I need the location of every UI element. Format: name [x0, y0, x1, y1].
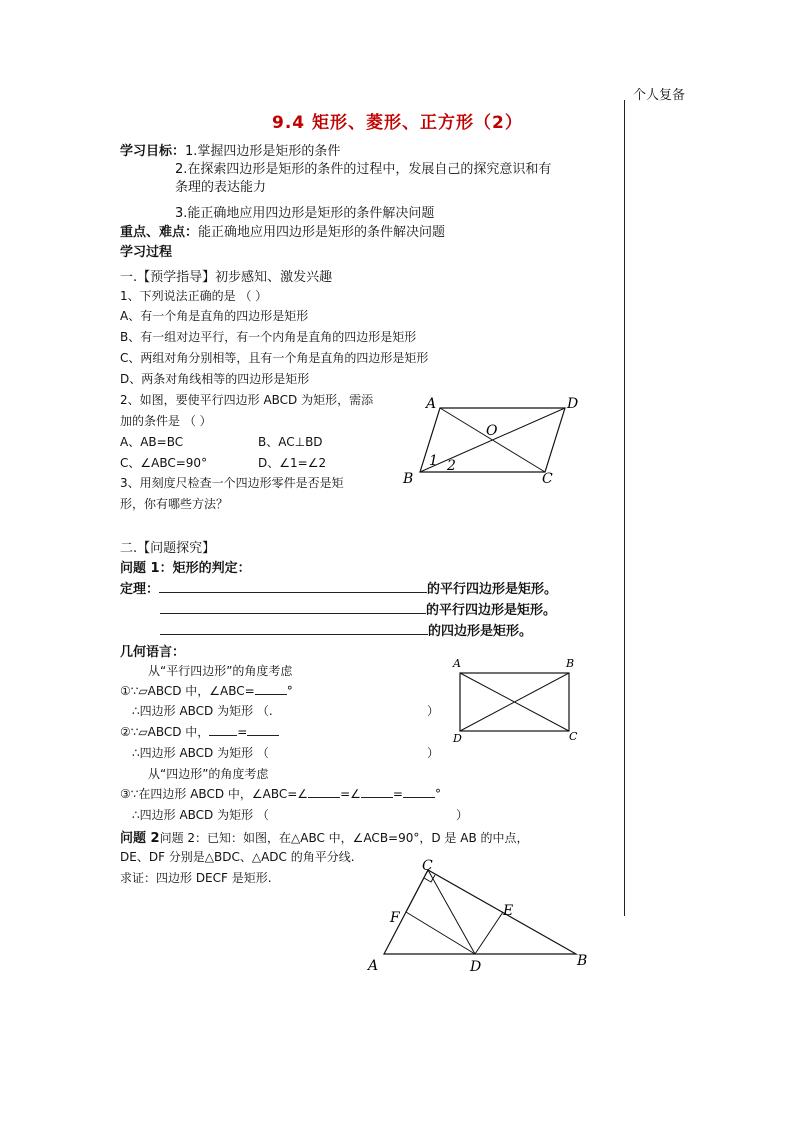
angle-1-label: 1: [429, 453, 438, 469]
vertex-c-label: C: [542, 471, 553, 487]
theorem-line1: [120, 578, 557, 597]
triangle-figure: [362, 858, 602, 978]
q2-line2: 加的条件是 （ ）: [120, 414, 212, 428]
theorem-line2: [160, 599, 556, 618]
condition2-blank1[interactable]: [209, 723, 237, 736]
geo-language-label: 几何语言：: [120, 645, 186, 660]
condition2-line2: ∴四边形 ABCD 为矩形 （: [132, 746, 269, 760]
parallelogram-figure: [395, 388, 595, 490]
q1: 1、下列说法正确的是 （ ）: [120, 289, 268, 303]
key-points-label: 重点、难点：: [120, 225, 199, 240]
condition1-line2: ∴四边形 ABCD 为矩形 （.: [132, 704, 273, 718]
condition3-eq1: =∠: [340, 787, 361, 801]
condition3-eq2: =: [392, 787, 403, 801]
condition1-paren: ）: [427, 704, 440, 718]
center-o-label: O: [486, 423, 498, 439]
segment-fc: [406, 870, 428, 912]
problem2-line2: DE、DF 分别是△BDC、△ADC 的角平分线.: [120, 850, 355, 864]
tri-point-e: E: [503, 903, 514, 919]
theorem-label: 定理：: [120, 582, 160, 597]
q3-line1: 3、用刻度尺检查一个四边形零件是否是矩: [120, 476, 344, 490]
process-heading: 学习过程: [120, 245, 173, 260]
angle-2-label: 2: [447, 458, 456, 474]
rect-vertex-c: C: [569, 730, 578, 743]
section2-heading: 二.【问题探究】: [120, 541, 216, 556]
objectives-line1: [120, 140, 340, 159]
tri-vertex-b: B: [577, 953, 588, 969]
margin-note: 个人复备: [633, 88, 686, 103]
condition2-eq: =: [237, 725, 248, 739]
q2-option-b: B、AC⊥BD: [258, 435, 323, 449]
theorem1-end: 的平行四边形是矩形。: [427, 582, 558, 597]
rectangle-figure: [450, 656, 585, 746]
theorem3-blank[interactable]: [160, 622, 428, 635]
margin-divider: [624, 100, 625, 916]
problem1-heading: 问题 1：矩形的判定：: [120, 561, 251, 576]
vertex-d-label: D: [567, 396, 579, 412]
q2-option-a: A、AB=BC: [120, 435, 184, 449]
tri-point-d: D: [470, 959, 482, 975]
condition1-blank[interactable]: [255, 682, 287, 695]
condition3-line1: [120, 785, 441, 802]
condition2-text: ②∵▱ABCD 中，: [120, 725, 210, 739]
diagonal-bd: [420, 408, 565, 472]
condition2-line1: [120, 723, 279, 740]
objective-2a: 2.在探索四边形是矩形的条件的过程中，发展自己的探究意识和有: [175, 162, 552, 177]
condition3-blank1[interactable]: [308, 785, 340, 798]
right-angle-mark: [424, 875, 435, 882]
vertex-a-label: A: [426, 396, 437, 412]
vertex-b-label: B: [403, 471, 414, 487]
q2-option-c: C、∠ABC=90°: [120, 456, 208, 470]
theorem1-blank[interactable]: [159, 580, 427, 593]
objective-2b: 条理的表达能力: [175, 180, 267, 195]
condition3-paren: ）: [456, 808, 469, 822]
theorem2-blank[interactable]: [160, 601, 426, 614]
condition2-paren: ）: [427, 746, 440, 760]
key-points-line: [120, 221, 445, 240]
objective-1: 1.掌握四边形是矩形的条件: [185, 144, 341, 159]
objectives-label: 学习目标：: [120, 144, 186, 159]
condition3-text: ③∵在四边形 ABCD 中，∠ABC=∠: [120, 787, 309, 801]
theorem2-end: 的平行四边形是矩形。: [426, 603, 557, 618]
condition2-blank2[interactable]: [247, 723, 279, 736]
q2-line1: 2、如图，要使平行四边形 ABCD 为矩形，需添: [120, 393, 374, 407]
tri-vertex-c: C: [422, 858, 433, 874]
perspective-parallelogram: 从“平行四边形”的角度考虑: [148, 664, 293, 678]
segment-df: [406, 912, 475, 954]
perspective-quadrilateral: 从“四边形”的角度考虑: [148, 767, 269, 781]
q1-option-a: A、有一个角是直角的四边形是矩形: [120, 309, 309, 323]
condition3-degree: °: [434, 787, 441, 801]
condition3-blank3[interactable]: [403, 785, 435, 798]
q1-option-d: D、两条对角线相等的四边形是矩形: [120, 372, 310, 386]
q1-option-b: B、有一组对边平行，有一个内角是直角的四边形是矩形: [120, 330, 417, 344]
problem2-prove: 求证：四边形 DECF 是矩形.: [120, 871, 272, 885]
rect-vertex-b: B: [566, 657, 575, 670]
theorem3-end: 的四边形是矩形。: [428, 624, 533, 639]
condition1-degree: °: [286, 684, 293, 698]
rect-vertex-d: D: [453, 732, 462, 745]
theorem-line3: [160, 620, 532, 639]
page-title: 9.4 矩形、菱形、正方形（2）: [272, 113, 523, 133]
condition1-line1: [120, 682, 293, 699]
q1-option-c: C、两组对角分别相等，且有一个角是直角的四边形是矩形: [120, 351, 429, 365]
section1-heading: 一.【预学指导】初步感知、激发兴趣: [120, 270, 333, 285]
triangle-abc: [384, 870, 576, 954]
rect-vertex-a: A: [453, 657, 461, 670]
segment-de: [475, 912, 503, 954]
problem2-text: 问题 2：已知：如图，在△ABC 中，∠ACB=90°，D 是 AB 的中点，: [159, 831, 529, 845]
condition3-line2: ∴四边形 ABCD 为矩形 （: [132, 808, 269, 822]
condition3-blank2[interactable]: [361, 785, 393, 798]
segment-cd: [428, 870, 475, 954]
objective-3: 3.能正确地应用四边形是矩形的条件解决问题: [175, 206, 435, 221]
q2-option-d: D、∠1=∠2: [258, 456, 327, 470]
q3-line2: 形，你有哪些方法？: [120, 497, 229, 511]
key-points-text: 能正确地应用四边形是矩形的条件解决问题: [198, 225, 446, 240]
tri-vertex-a: A: [368, 958, 379, 974]
tri-point-f: F: [390, 910, 400, 926]
problem2-line1: 问题 2问题 2：已知：如图，在△ABC 中，∠ACB=90°，D 是 AB 的中点，: [120, 831, 529, 846]
condition1-text: ①∵▱ABCD 中，∠ABC=: [120, 684, 255, 698]
